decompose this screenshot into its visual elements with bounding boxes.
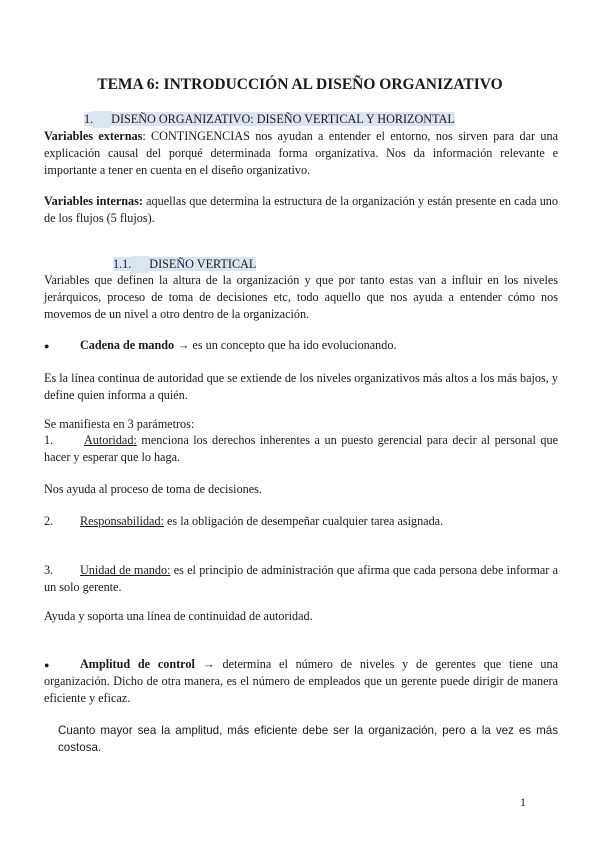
- paragraph-parameters-intro: Se manifiesta en 3 parámetros:: [44, 417, 195, 431]
- param-3-unity-of-command: Unidad de mando: es el principio de administración que afirma que cada persona debe informar a un solo gerente.: [44, 563, 558, 594]
- paragraph-external-variables: Variables externas: CONTINGENCIAS nos ayudan a entender el entorno, nos sirven para dar una explicación causal del porqué determinada forma organizativa. Nos da información relevante e importante a tener en cuenta en el diseño organizativo.: [44, 129, 559, 177]
- section-1-1-label: DISEÑO VERTICAL: [149, 257, 257, 271]
- bullet-icon: ●: [44, 341, 50, 351]
- page-title: TEMA 6: INTRODUCCIÓN AL DISEÑO ORGANIZATIVO: [97, 76, 503, 93]
- paragraph-internal-variables: Variables internas: aquellas que determina la estructura de la organización y están presente en cada uno de los flujos (5 flujos).: [44, 194, 558, 225]
- bullet-span-of-control: Amplitud de control → determina el número de niveles y de gerentes que tiene una organización. Dicho de otra manera, es el número de empleados que un gerente puede dirigir de manera eficiente y eficaz.: [44, 657, 558, 705]
- bullet-chain-of-command: Cadena de mando → es un concepto que ha ido evolucionando.: [80, 338, 397, 352]
- param-2-responsibility: Responsabilidad: es la obligación de desempeñar cualquier tarea asignada.: [80, 514, 444, 528]
- paragraph-decision-help: Nos ayuda al proceso de toma de decisiones.: [44, 482, 262, 496]
- page-number: 1: [520, 795, 526, 809]
- section-1-1-number: 1.1.: [113, 257, 132, 271]
- section-1-heading: [84, 111, 455, 128]
- paragraph-line-of-authority: Es la línea continua de autoridad que se extiende de los niveles organizativos más altos a los más bajos, y define quien informa a quién.: [44, 371, 558, 402]
- paragraph-continuity: Ayuda y soporta una línea de continuidad de autoridad.: [44, 609, 313, 623]
- section-1-label: DISEÑO ORGANIZATIVO: DISEÑO VERTICAL Y HORIZONTAL: [111, 112, 455, 126]
- param-3-number: 3.: [44, 563, 54, 577]
- paragraph-vertical-design: Variables que definen la altura de la organización y que por tanto estas van a influir en los niveles jerárquicos, proceso de toma de decisiones etc, todo aquello que nos ayuda a entender cómo nos movemos de un nivel a otro dentro de la organización.: [44, 273, 558, 321]
- bullet-icon: ●: [44, 660, 50, 670]
- param-1-number: 1.: [44, 433, 54, 447]
- section-1-number: 1.: [84, 112, 94, 126]
- section-1-1-heading: [113, 256, 256, 273]
- param-2-number: 2.: [44, 514, 54, 528]
- param-1-authority: Autoridad: menciona los derechos inherentes a un puesto gerencial para decir al personal que hacer y esperar que lo haga.: [44, 433, 558, 464]
- paragraph-span-efficiency: Cuanto mayor sea la amplitud, más eficiente debe ser la organización, pero a la vez es más costosa.: [58, 724, 558, 754]
